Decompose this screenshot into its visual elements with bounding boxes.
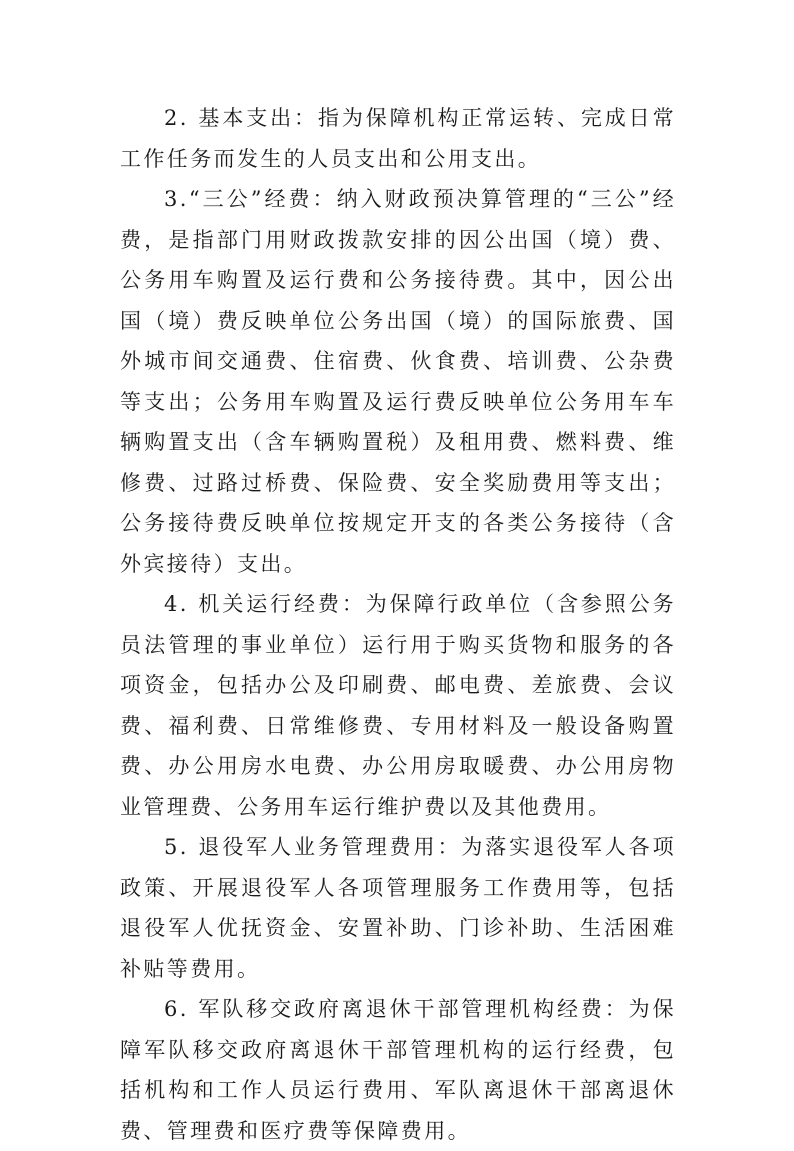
paragraph-basic-expenditure: 2. 基本支出：指为保障机构正常运转、完成日常工作任务而发生的人员支出和公用支出。 <box>120 106 676 171</box>
paragraph-agency-operating-funds: 4. 机关运行经费：为保障行政单位（含参照公务员法管理的事业单位）运行用于购买货物和服务的各项资金，包括办公及印刷费、邮电费、差旅费、会议费、福利费、日常维修费、专用材料及一般设备购置费、办公用房水电费、办公用房取暖费、办公用房物业管理费、公务用车运行维护费以及其他费用。 <box>120 592 676 819</box>
paragraph-three-public-expenses: 3.“三公”经费：纳入财政预决算管理的“三公”经费，是指部门用财政拨款安排的因公出国（境）费、公务用车购置及运行费和公务接待费。其中，因公出国（境）费反映单位公务出国（境）的国际旅费、国外城市间交通费、住宿费、伙食费、培训费、公杂费等支出；公务用车购置及运行费反映单位公务用车车辆购置支出（含车辆购置税）及租用费、燃料费、维修费、过路过桥费、保险费、安全奖励费用等支出；公务接待费反映单位按规定开支的各类公务接待（含外宾接待）支出。 <box>120 187 676 576</box>
paragraph-retired-cadres-agency-funds: 6. 军队移交政府离退休干部管理机构经费：为保障军队移交政府离退休干部管理机构的运行经费，包括机构和工作人员运行费用、军队离退休干部离退休费、管理费和医疗费等保障费用。 <box>120 997 676 1143</box>
paragraph-veterans-management-fees: 5. 退役军人业务管理费用：为落实退役军人各项政策、开展退役军人各项管理服务工作费用等，包括退役军人优抚资金、安置补助、门诊补助、生活困难补贴等费用。 <box>120 835 676 981</box>
document-body <box>120 98 676 1151</box>
